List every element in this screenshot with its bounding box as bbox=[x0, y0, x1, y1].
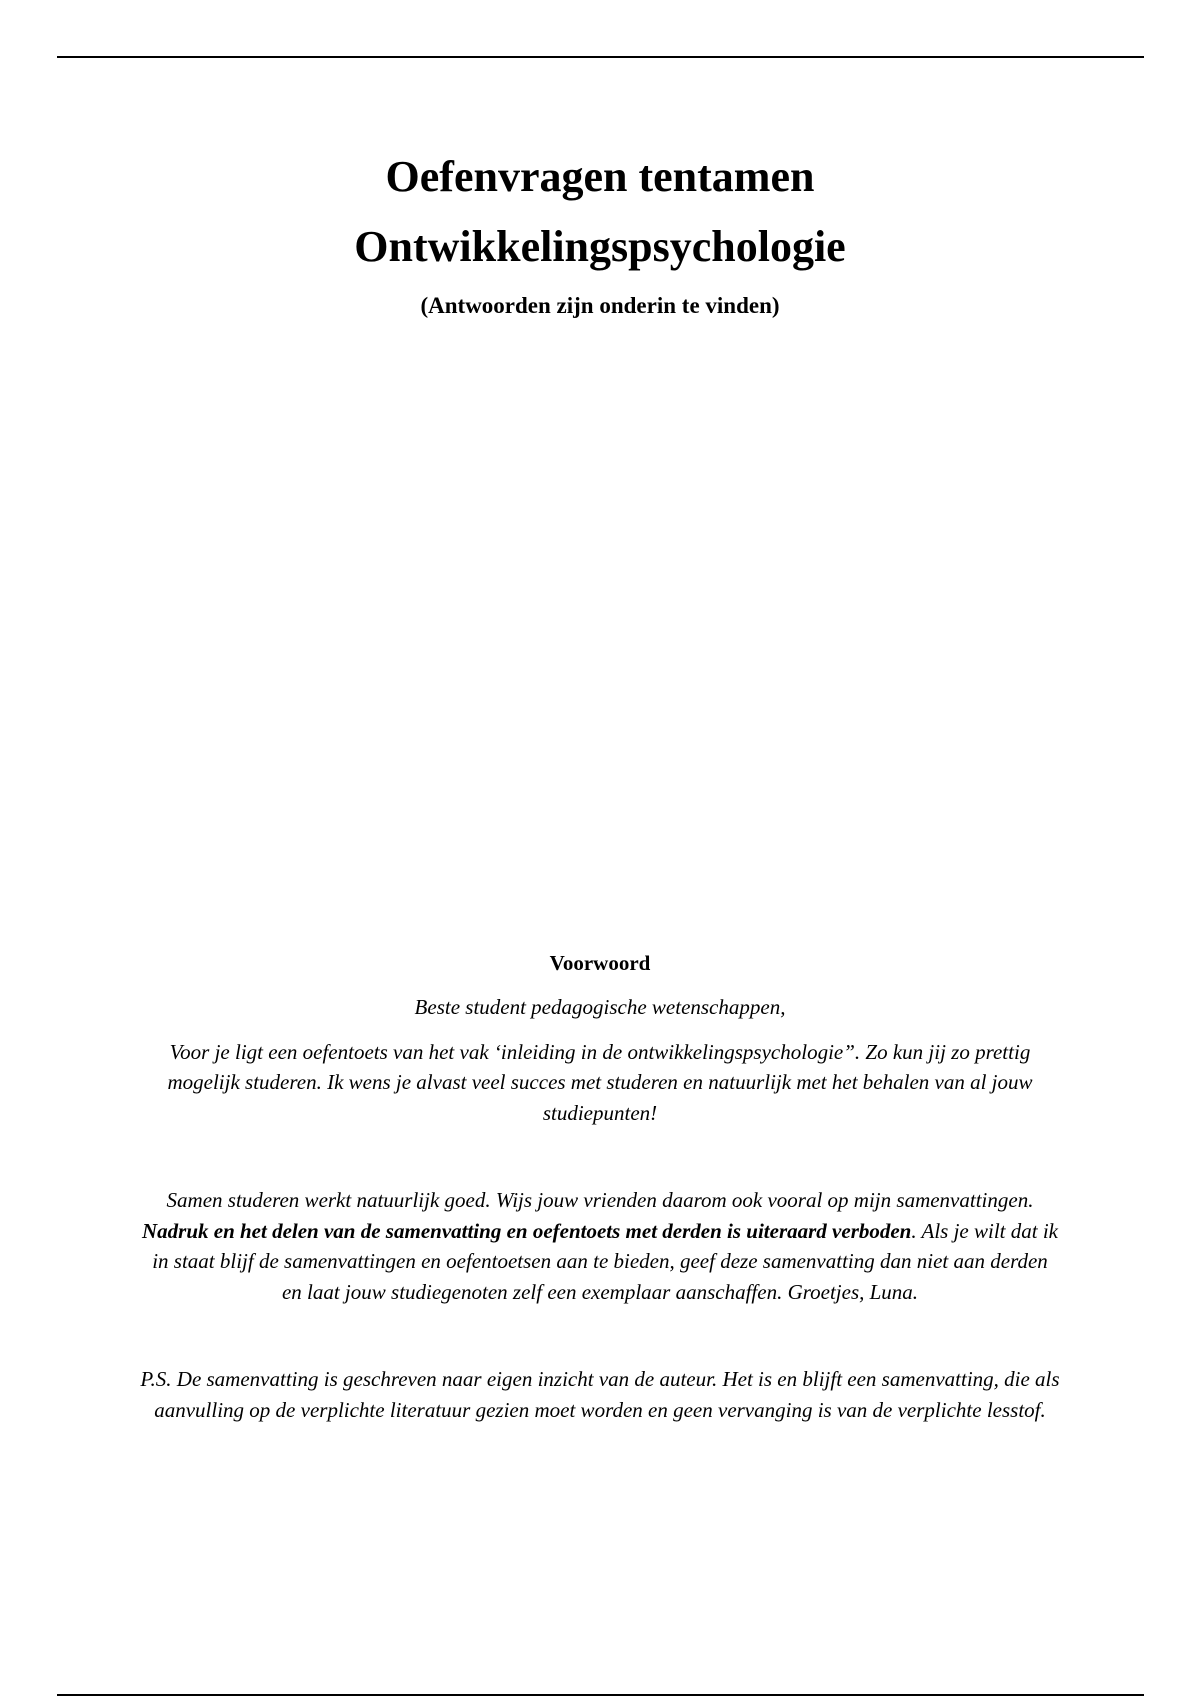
preface-paragraph-2-text-end: . Als je wilt dat ik in staat blijf de samenvattingen en oefentoetsen aan te bieden, geef deze samenvatting dan niet aan derden en laat jouw studiegenoten zelf een exemplaar aanschaffen. Groetjes, Luna. bbox=[152, 1218, 1058, 1304]
document-title-line-2: Ontwikkelingspsychologie bbox=[354, 222, 846, 271]
bottom-rule bbox=[57, 1694, 1144, 1696]
preface-paragraph-2 bbox=[140, 1185, 1060, 1307]
preface-heading: Voorwoord bbox=[549, 951, 651, 975]
title-block bbox=[0, 142, 1200, 324]
preface-greeting: Beste student pedagogische wetenschappen, bbox=[414, 995, 786, 1019]
top-rule bbox=[57, 56, 1144, 58]
preface-paragraph-2-bold-notice: Nadruk en het delen van de samenvatting en oefentoets met derden is uiteraard verboden bbox=[141, 1218, 912, 1243]
preface-paragraph-2-text-start: Samen studeren werkt natuurlijk goed. Wijs jouw vrienden daarom ook vooral op mijn samenvattingen. bbox=[166, 1188, 1034, 1212]
preface-paragraph-3: P.S. De samenvatting is geschreven naar eigen inzicht van de auteur. Het is en blijft een samenvatting, die als aanvulling op de verplichte literatuur gezien moet worden en geen vervanging is van de verplichte lesstof. bbox=[140, 1367, 1060, 1422]
document-title-line-1: Oefenvragen tentamen bbox=[385, 152, 815, 201]
preface-paragraph-1: Voor je ligt een oefentoets van het vak ‘inleiding in de ontwikkelingspsychologie”. Zo kun jij zo prettig mogelijk studeren. Ik wens je alvast veel succes met studeren en natuurlijk met het behalen van al jouw studiepunten! bbox=[167, 1039, 1033, 1125]
document-subtitle: (Antwoorden zijn onderin te vinden) bbox=[420, 293, 780, 318]
preface-section bbox=[140, 948, 1060, 1425]
